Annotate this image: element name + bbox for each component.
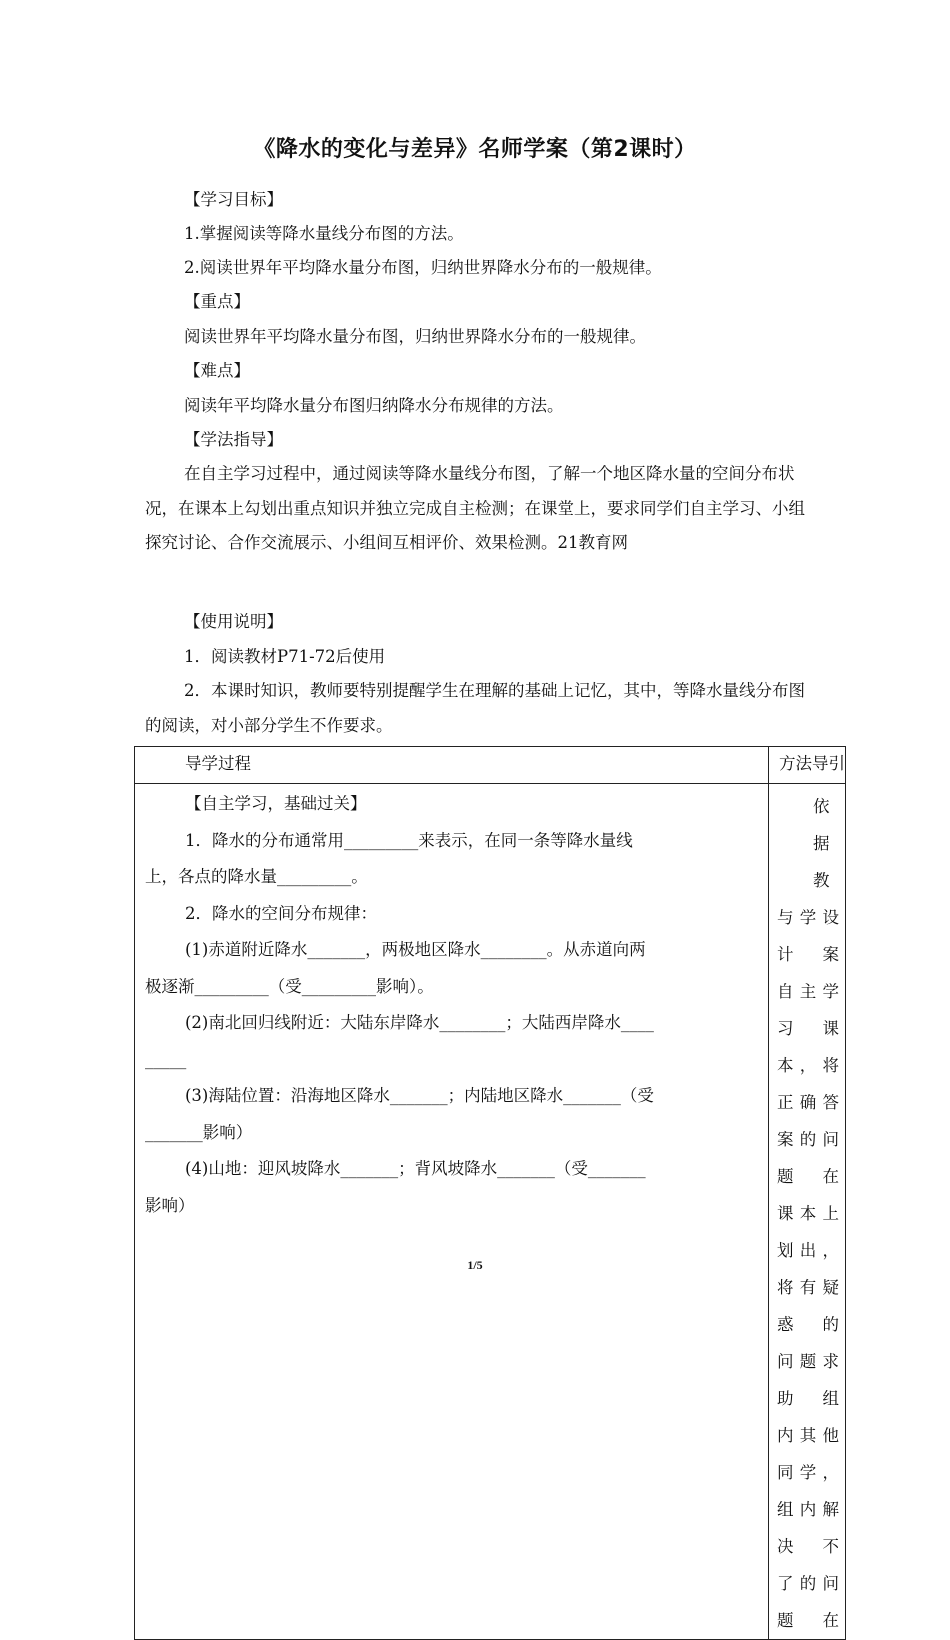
key-text: 阅读世界年平均降水量分布图，归纳世界降水分布的一般规律。 <box>184 327 646 346</box>
side-line: 了的问题在 <box>777 1574 839 1630</box>
item-4-line-1: (4)山地：迎风坡降水_______；背风坡降水_______（受_______ <box>185 1159 646 1178</box>
item-3-line-1: (3)海陆位置：沿海地区降水_______；内陆地区降水_______（受 <box>185 1086 654 1105</box>
header-guide-process: 导学过程 <box>135 747 769 784</box>
side-line: 依据教 <box>813 797 830 890</box>
question-2-heading: 2．降水的空间分布规律： <box>185 903 377 923</box>
guide-process-cell <box>135 784 769 1640</box>
table-body-row <box>135 784 846 1640</box>
item-1-line-1: (1)赤道附近降水_______，两极地区降水________。从赤道向两 <box>185 940 646 959</box>
difficult-heading: 【难点】 <box>184 361 250 380</box>
header-method-guide: 方法导引 <box>769 747 846 784</box>
side-line: 将有疑惑的 <box>777 1278 839 1334</box>
objectives-heading: 【学习目标】 <box>184 190 283 209</box>
side-line: 课本上划出， <box>777 1204 839 1260</box>
objective-1: 1.掌握阅读等降水量线分布图的方法。 <box>184 224 464 243</box>
side-line: 内其他同学， <box>777 1426 839 1482</box>
item-2-line-2: _____ <box>145 1049 187 1069</box>
item-1-line-2: 极逐渐_________（受_________影响）。 <box>145 976 434 996</box>
objective-2: 2.阅读世界年平均降水量分布图，归纳世界降水分布的一般规律。 <box>184 258 662 277</box>
usage-1: 1．阅读教材P71-72后使用 <box>184 647 386 666</box>
question-1-line-2: 上，各点的降水量_________。 <box>145 867 368 886</box>
side-line: 案的问题在 <box>777 1130 839 1186</box>
key-heading: 【重点】 <box>184 292 250 311</box>
usage-2: 2．本课时知识，教师要特别提醒学生在理解的基础上记忆，其中，等降水量线分布图的阅读，对小部分学生不作要求。 <box>145 681 805 735</box>
method-text: 在自主学习过程中，通过阅读等降水量线分布图，了解一个地区降水量的空间分布状况，在课本上勾划出重点知识并独立完成自主检测；在课堂上，要求同学们自主学习、小组探究讨论、合作交流展示、小组间互相评价、效果检测。21教育网 <box>145 464 805 552</box>
self-study-heading: 【自主学习，基础过关】 <box>185 794 367 813</box>
question-1-line-1: 1．降水的分布通常用_________来表示，在同一条等降水量线 <box>185 830 633 850</box>
side-line: 与学设计案 <box>777 908 839 964</box>
side-line: 问题求助组 <box>777 1352 839 1408</box>
side-line: 自主学习课 <box>777 982 839 1038</box>
side-line: 本，将正确答 <box>777 1056 839 1112</box>
item-4-line-2: 影响） <box>145 1195 195 1215</box>
method-heading: 【学法指导】 <box>184 430 283 449</box>
page-title: 《降水的变化与差异》名师学案（第2课时） <box>253 137 697 162</box>
page-number: 1/5 <box>467 1258 483 1272</box>
difficult-text: 阅读年平均降水量分布图归纳降水分布规律的方法。 <box>184 396 564 415</box>
item-2-line-1: (2)南北回归线附近：大陆东岸降水________；大陆西岸降水____ <box>185 1013 654 1032</box>
item-3-line-2: _______影响） <box>145 1122 253 1142</box>
table-header-row <box>135 747 846 784</box>
guide-table <box>134 746 846 1640</box>
method-guide-cell <box>769 784 846 1640</box>
usage-heading: 【使用说明】 <box>184 612 283 631</box>
side-line: 组内解决不 <box>777 1500 839 1556</box>
